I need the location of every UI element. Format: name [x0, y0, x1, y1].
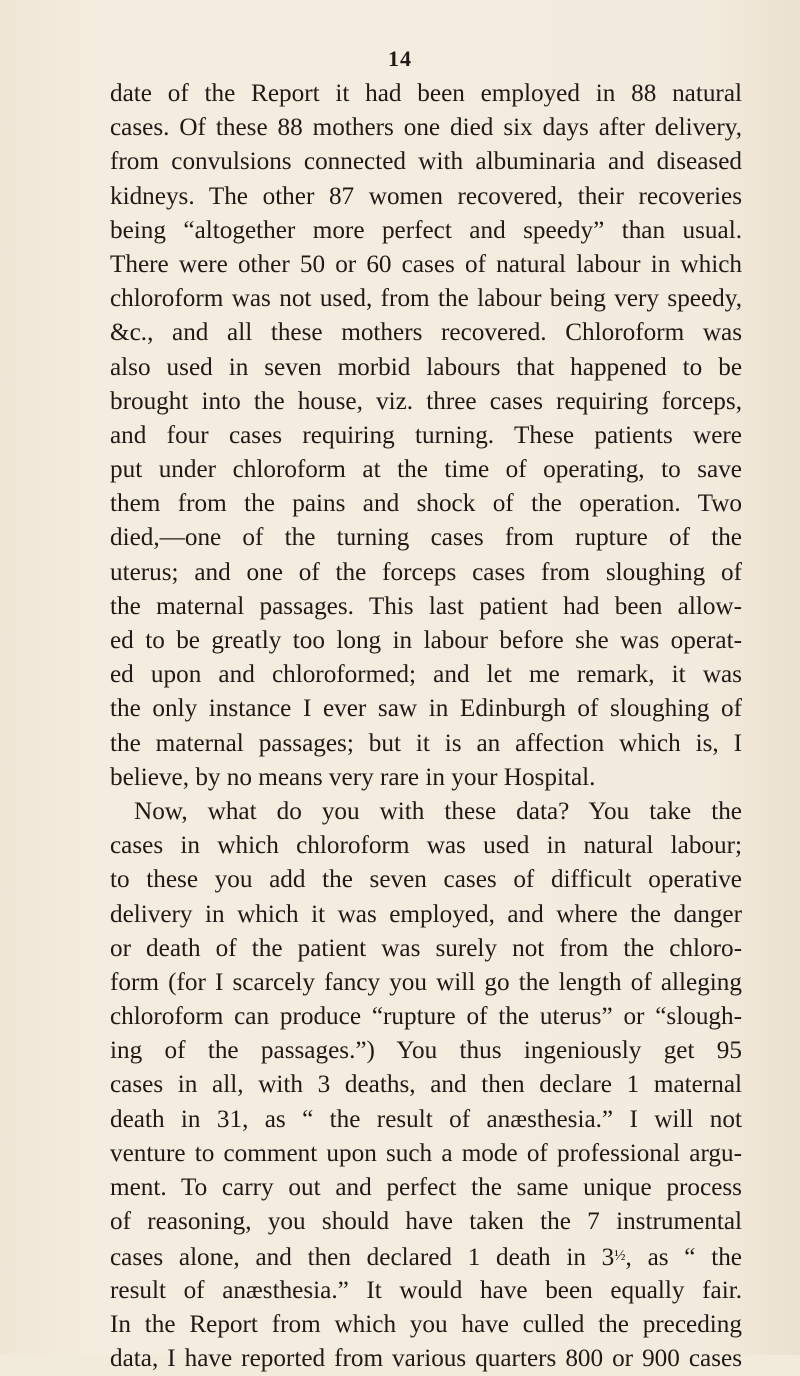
text-line: died,—one of the turning cases from rupture of the: [110, 524, 742, 552]
text-line: &c., and all these mothers recovered. Chloroform was: [110, 319, 742, 347]
text-line: ment. To carry out and perfect the same unique process: [110, 1174, 742, 1201]
text-line: from convulsions connected with albuminaria and diseased: [110, 148, 742, 176]
text-line: and four cases requiring turning. These patients were: [110, 421, 742, 449]
body-text: [110, 77, 742, 1376]
text-line: ed to be greatly too long in labour before she was operat-: [110, 627, 742, 654]
text-line: the maternal passages. This last patient had been allow-: [110, 592, 742, 620]
text-line: brought into the house, viz. three cases requiring forceps,: [110, 387, 742, 415]
text-line: the maternal passages; but it is an affection which is, I: [110, 729, 742, 757]
text-line: put under chloroform at the time of operating, to save: [110, 456, 742, 484]
text-line: uterus; and one of the forceps cases from sloughing of: [110, 558, 742, 586]
text-line: chloroform was not used, from the labour being very speedy,: [110, 285, 742, 313]
text-line: of reasoning, you should have taken the 7 instrumental: [110, 1208, 742, 1236]
text-segment: cases alone, and then declared 1 death in 3: [110, 1244, 615, 1272]
text-line: cases in which chloroform was used in natural labour;: [110, 832, 742, 860]
text-line: date of the Report it had been employed in 88 natural: [110, 80, 742, 107]
fraction-half: ½: [614, 1248, 626, 1265]
text-line: data, I have reported from various quarters 800 or 900 cases: [110, 1344, 742, 1372]
text-line: form (for I scarcely fancy you will go the length of alleging: [110, 968, 742, 996]
text-line: ed upon and chloroformed; and let me remark, it was: [110, 661, 742, 689]
text-line: the only instance I ever saw in Edinburgh of sloughing of: [110, 695, 742, 723]
text-line: being “altogether more perfect and speedy” than usual.: [110, 216, 742, 244]
text-line-paragraph-end: believe, by no means very rare in your Hospital.: [110, 763, 596, 791]
text-line: cases in all, with 3 deaths, and then declare 1 maternal: [110, 1071, 742, 1099]
text-line: also used in seven morbid labours that happened to be: [110, 353, 742, 381]
text-line-with-fraction: [110, 1239, 742, 1273]
text-line: chloroform can produce “rupture of the uterus” or “slough-: [110, 1003, 742, 1031]
text-segment: , as “ the: [625, 1244, 742, 1272]
text-line-paragraph-start: Now, what do you with these data? You take the: [134, 797, 742, 825]
text-line: kidneys. The other 87 women recovered, their recoveries: [110, 182, 742, 210]
text-line: cases. Of these 88 mothers one died six days after delivery,: [110, 114, 742, 142]
text-line: result of anæsthesia.” It would have been equally fair.: [110, 1276, 742, 1304]
text-line: delivery in which it was employed, and where the danger: [110, 900, 742, 928]
text-line: There were other 50 or 60 cases of natural labour in which: [110, 250, 742, 278]
text-line: them from the pains and shock of the operation. Two: [110, 490, 742, 518]
text-line: venture to comment upon such a mode of professional argu-: [110, 1139, 742, 1167]
text-line: In the Report from which you have culled the preceding: [110, 1310, 742, 1338]
text-line: ing of the passages.”) You thus ingeniously get 95: [110, 1037, 742, 1065]
text-line: to these you add the seven cases of difficult operative: [110, 866, 742, 894]
page-number: 14: [388, 46, 412, 71]
text-line: or death of the patient was surely not from the chloro-: [110, 934, 742, 962]
text-line: death in 31, as “ the result of anæsthesia.” I will not: [110, 1105, 742, 1133]
